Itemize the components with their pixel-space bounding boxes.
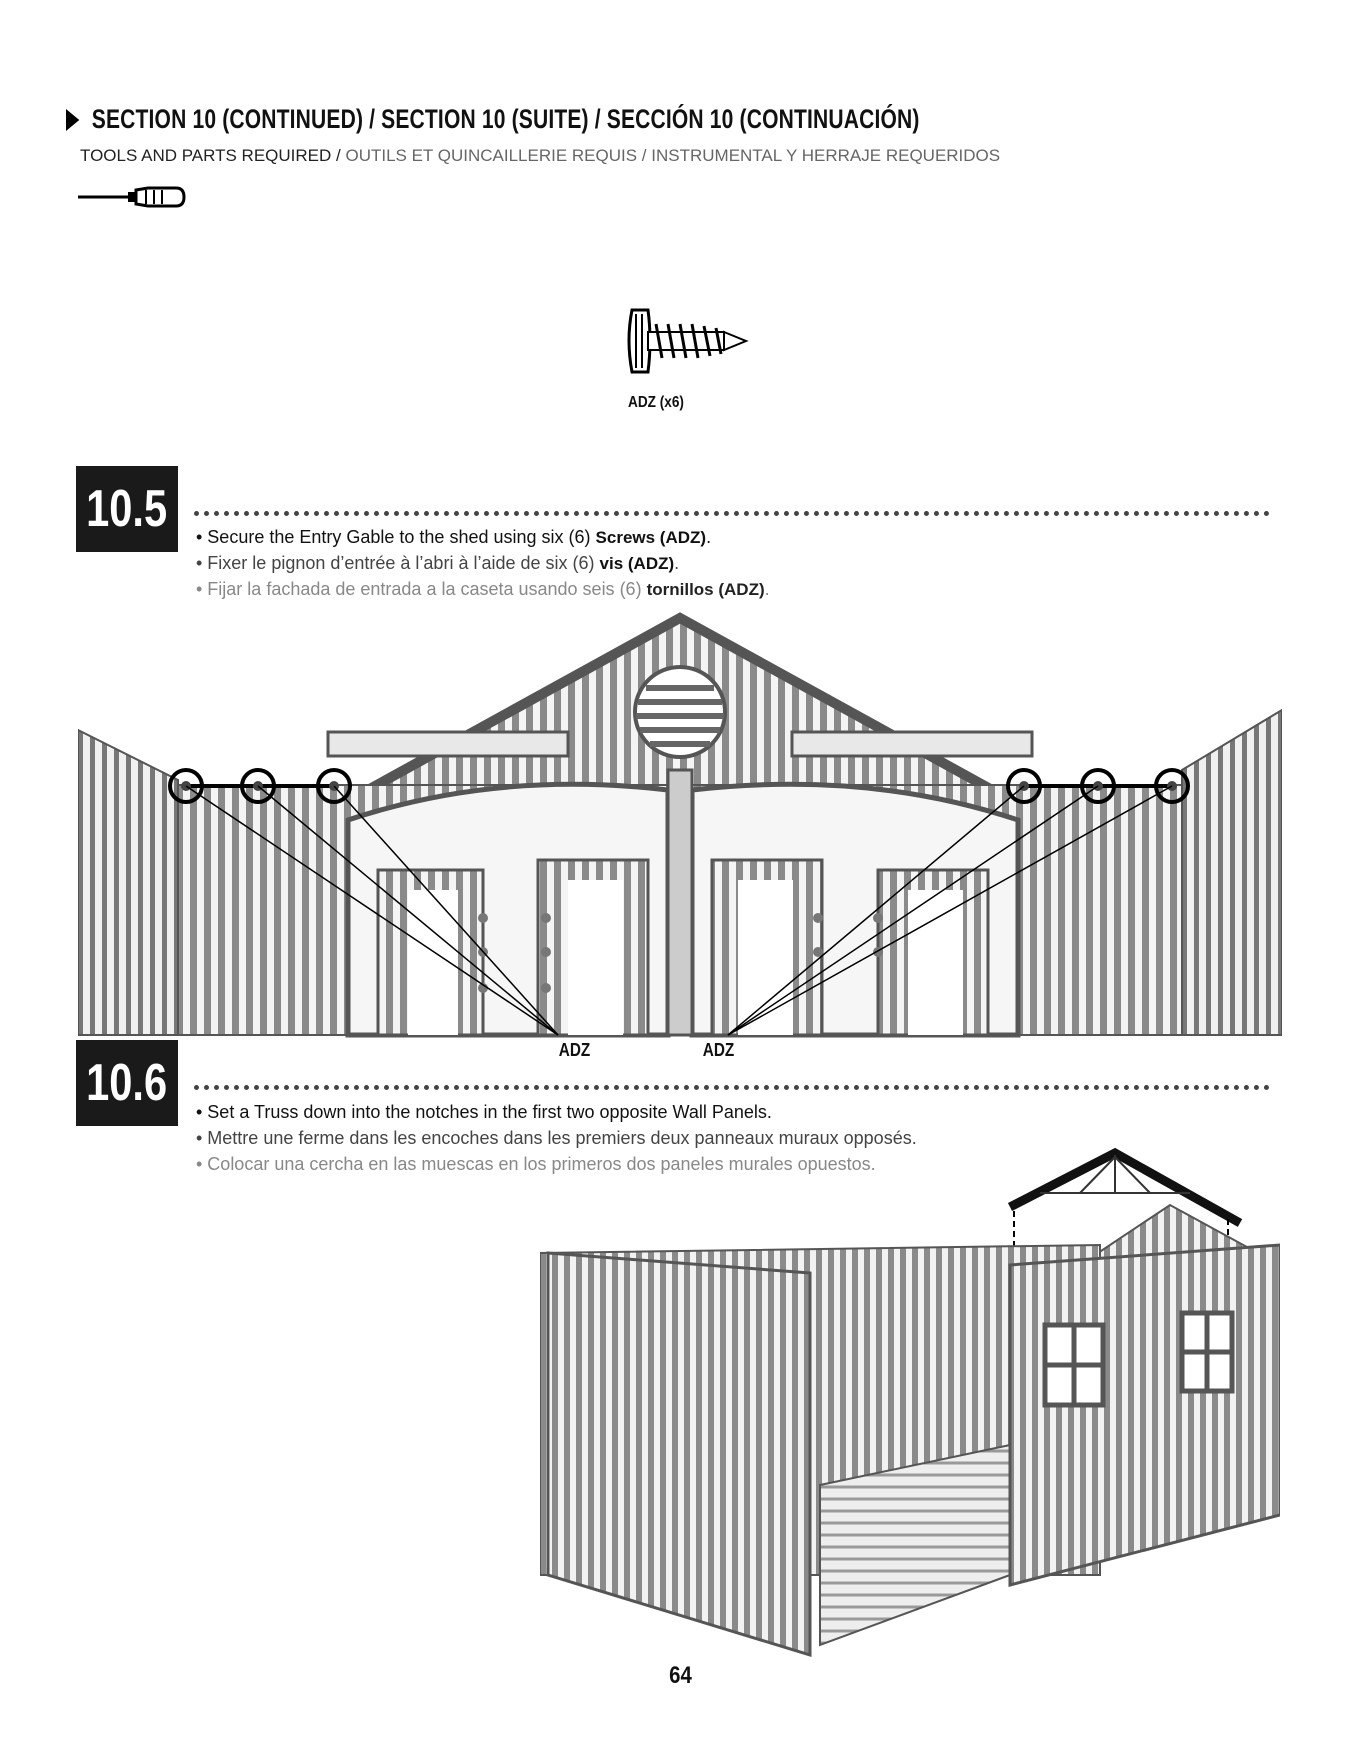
- dotted-divider: [194, 1085, 1270, 1090]
- dotted-divider: [194, 511, 1270, 516]
- screw-icon: [622, 300, 757, 380]
- tools-required-line: [80, 146, 1000, 166]
- instruction-en: • Set a Truss down into the notches in the first two opposite Wall Panels.: [196, 1102, 772, 1122]
- part-caption: ADZ (x6): [628, 394, 684, 411]
- instruction-es: • Fijar la fachada de entrada a la caseta usando seis (6) tornillos (ADZ).: [196, 579, 770, 599]
- entry-gable-illustration: [78, 610, 1282, 1040]
- screwdriver-icon: [78, 184, 188, 210]
- instruction-fr: • Mettre une ferme dans les encoches dans les premiers deux panneaux muraux opposés.: [196, 1128, 917, 1148]
- callout-adz-left: ADZ: [558, 1040, 591, 1060]
- instruction-en: • Secure the Entry Gable to the shed using six (6) Screws (ADZ).: [196, 527, 712, 547]
- tools-en: TOOLS AND PARTS REQUIRED /: [80, 146, 341, 165]
- shed-truss-illustration: [540, 1145, 1280, 1665]
- instruction-es: • Colocar una cercha en las muescas en los primeros dos paneles murales opuestos.: [196, 1154, 876, 1174]
- tools-es: INSTRUMENTAL Y HERRAJE REQUERIDOS: [651, 146, 1001, 165]
- tools-fr: OUTILS ET QUINCAILLERIE REQUIS /: [345, 146, 647, 165]
- step-number-box: 10.6: [76, 1040, 178, 1126]
- step-number-box: 10.5: [76, 466, 178, 552]
- page-number: 64: [669, 1662, 692, 1689]
- callout-adz-right: ADZ: [702, 1040, 735, 1060]
- section-title: SECTION 10 (CONTINUED) / SECTION 10 (SUITE) / SECCIÓN 10 (CONTINUACIÓN): [66, 104, 920, 135]
- triangle-bullet-icon: [66, 109, 79, 131]
- instruction-fr: • Fixer le pignon d’entrée à l’abri à l’aide de six (6) vis (ADZ).: [196, 553, 680, 573]
